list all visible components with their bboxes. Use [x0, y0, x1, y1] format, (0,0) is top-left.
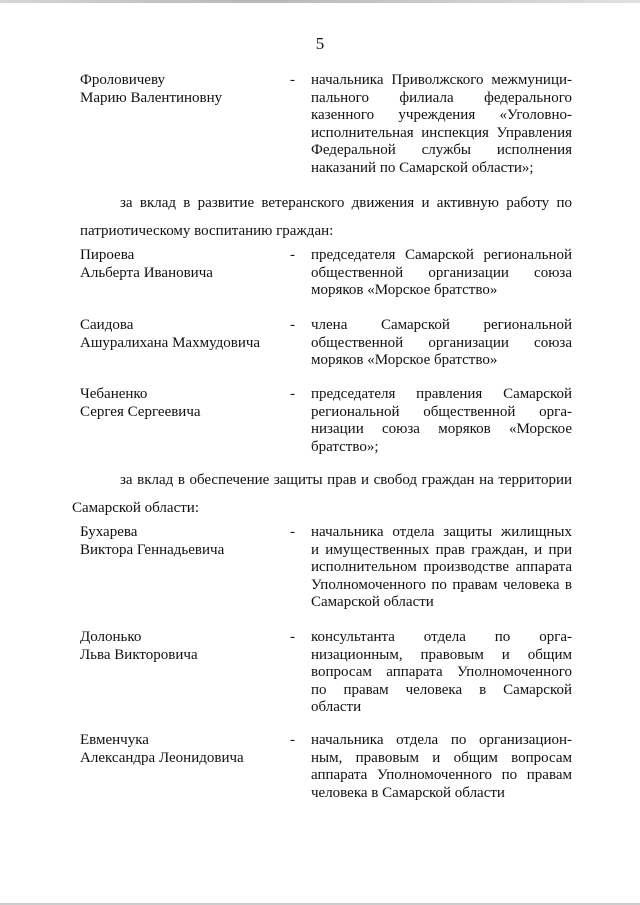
- recipient-position: начальника отдела по организацион- ным, правовым и общим вопросам аппарата Уполномоченного по правам человека в Самарской области: [311, 732, 572, 801]
- recipient-name: Бухарева Виктора Геннадьевича: [80, 524, 225, 558]
- recipient-name: Евменчука Александра Леонидовича: [80, 732, 244, 766]
- section-heading-rights-cont: Самарской области:: [72, 500, 199, 516]
- section-heading-veterans-cont: патриотическому воспитанию граждан:: [80, 223, 334, 239]
- section-heading-rights: за вклад в обеспечение защиты прав и свобод граждан на территории: [120, 472, 572, 488]
- recipient-position: председателя правления Самарской региональной общественной орга- низации союза моряков «Морское братство»;: [311, 386, 572, 455]
- dash-separator: -: [290, 247, 295, 263]
- recipient-name: Чебаненко Сергея Сергеевича: [80, 386, 201, 420]
- dash-separator: -: [290, 386, 295, 402]
- recipient-name: Саидова Ашуралихана Махмудовича: [80, 317, 261, 351]
- recipient-position: консультанта отдела по орга- низационным, правовым и общим вопросам аппарата Уполномоченного по правам человека в Самарской области: [311, 629, 572, 715]
- dash-separator: -: [290, 72, 295, 88]
- recipient-name: Долонько Льва Викторовича: [80, 629, 198, 663]
- recipient-position: председателя Самарской региональной общественной организации союза моряков «Морское братство»: [311, 247, 572, 298]
- dash-separator: -: [290, 317, 295, 333]
- scan-edge-top: [0, 0, 640, 3]
- dash-separator: -: [290, 524, 295, 540]
- page-number: 5: [315, 34, 325, 53]
- recipient-name: Фроловичеву Марию Валентиновну: [80, 72, 223, 106]
- section-heading-veterans: за вклад в развитие ветеранского движения и активную работу по: [120, 195, 572, 211]
- recipient-position: начальника Приволжского межмуници- пального филиала федерального казенного учреждения «Уголовно- исполнительная инспекция Управления Федеральной службы исполнения наказаний по Самарской области»;: [311, 72, 572, 176]
- recipient-position: начальника отдела защиты жилищных и имущественных прав граждан, и при исполнительном производстве аппарата Уполномоченного по правам человека в Самарской области: [311, 524, 572, 610]
- recipient-position: члена Самарской региональной общественной организации союза моряков «Морское братство»: [311, 317, 572, 368]
- dash-separator: -: [290, 629, 295, 645]
- recipient-name: Пироева Альберта Ивановича: [80, 247, 213, 281]
- dash-separator: -: [290, 732, 295, 748]
